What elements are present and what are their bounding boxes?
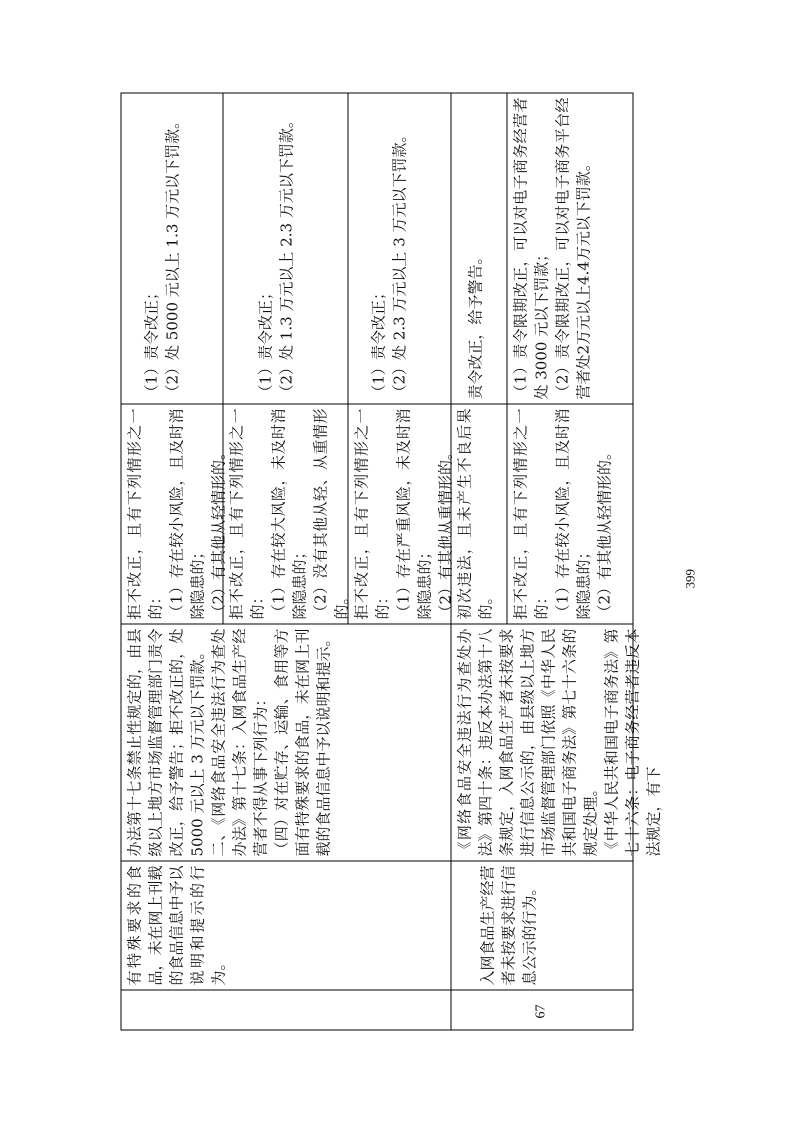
table-border-left xyxy=(120,1029,633,1030)
prev-tier1-penalty xyxy=(121,93,222,403)
prev-tier3-penalty xyxy=(348,93,450,403)
prev-tier2-circumstance-text: 拒不改正，且有下列情形之一的： （1）存在较大风险，未及时消除隐患的； （2）没有其他从轻、从重情形的。 xyxy=(227,408,350,619)
page-number: 399 xyxy=(682,568,697,588)
prev-tier3-circumstance-text: 拒不改正，且有下列情形之一的： （1）存在严重风险，未及时消除隐患的； （2）有其他从重情形的。 xyxy=(352,408,454,619)
prev-tier3-penalty-text: （1）责令改正； （2）处 2.3 万元以上 3 万元以下罚款。 xyxy=(369,126,408,399)
row67-tier2-circumstance xyxy=(507,404,632,623)
row-number: 67 xyxy=(533,1004,548,1018)
row67-tier2-penalty-text: （1）责令限期改正，可以对电子商务经营者处 3000 元以下罚款； （2）责令限期改正，可以对电子商务平台经营者处2万元以上4.4万元以下罚款。 xyxy=(511,97,592,399)
prev-behavior-cell xyxy=(121,861,450,989)
prev-tier3-circumstance xyxy=(348,404,454,623)
row67-tier2-circumstance-text: 拒不改正，且有下列情形之一的： （1）存在较小风险，且及时消除隐患的； （2）有其他从轻情形的。 xyxy=(511,408,613,619)
row67-tier1-circumstance-text: 初次违法，且未产生不良后果的。 xyxy=(455,408,494,619)
row67-basis-para-1: 《网络食品安全违法行为查处办法》第四十条：违反本办法第十八条规定，入网食品生产者未按要求进行信息公示的，由县级以上地方市场监督管理部门依照《中华人民共和国电子商务法》第七十六条的规定处理。 xyxy=(455,628,599,856)
prev-basis-para-3: （四）对在贮存、运输、食用等方面有特殊要求的食品，未在网上刊载的食品信息中予以说明和提示。 xyxy=(272,628,332,856)
prev-tier1-circumstance-text: 拒不改正，且有下列情形之一的： （1）存在较小风险，且及时消除隐患的； （2）有其他从轻情形的。 xyxy=(125,408,227,619)
row67-tier1-penalty-text: 责令改正，给予警告。 xyxy=(466,248,484,399)
row67-tier2-penalty xyxy=(507,93,632,403)
prev-tier2-circumstance xyxy=(223,404,350,623)
penalty-standard-table xyxy=(120,92,662,1030)
row67-basis-cell xyxy=(451,624,662,860)
prev-basis-para-1: 办法第十七条禁止性规定的，由县级以上地方市场监督管理部门责令改正，给予警告；拒不改正的，处 5000 元以上 3 万元以下罚款。 xyxy=(125,623,206,856)
prev-basis-cell xyxy=(121,624,450,860)
prev-tier2-penalty xyxy=(223,93,347,403)
row67-behavior-text: 入网食品生产经营者未按要求进行信息公示的行为。 xyxy=(478,864,538,985)
row67-tier1-circumstance xyxy=(451,404,506,623)
prev-tier1-circumstance xyxy=(121,404,227,623)
row67-tier1-penalty xyxy=(451,93,506,403)
prev-tier1-penalty-text: （1）责令改正； （2）处 5000 元以上 1.3 万元以下罚款。 xyxy=(142,113,181,399)
prev-behavior-text: 有特殊要求的食品，未在网上刊载的食品信息中予以说明和提示的行为。 xyxy=(125,864,227,985)
prev-tier2-penalty-text: （1）责令改正； （2）处 1.3 万元以上 2.3 万元以下罚款。 xyxy=(256,112,295,399)
row67-behavior-cell xyxy=(451,861,632,989)
row67-basis-para-2: 《中华人民共和国电子商务法》第七十六条：电子商务经营者违反本法规定，有下 xyxy=(602,628,662,856)
prev-basis-para-2: 二、《网络食品安全违法行为查处办法》第十七条：入网食品生产经营者不得从事下列行为： xyxy=(209,628,269,856)
